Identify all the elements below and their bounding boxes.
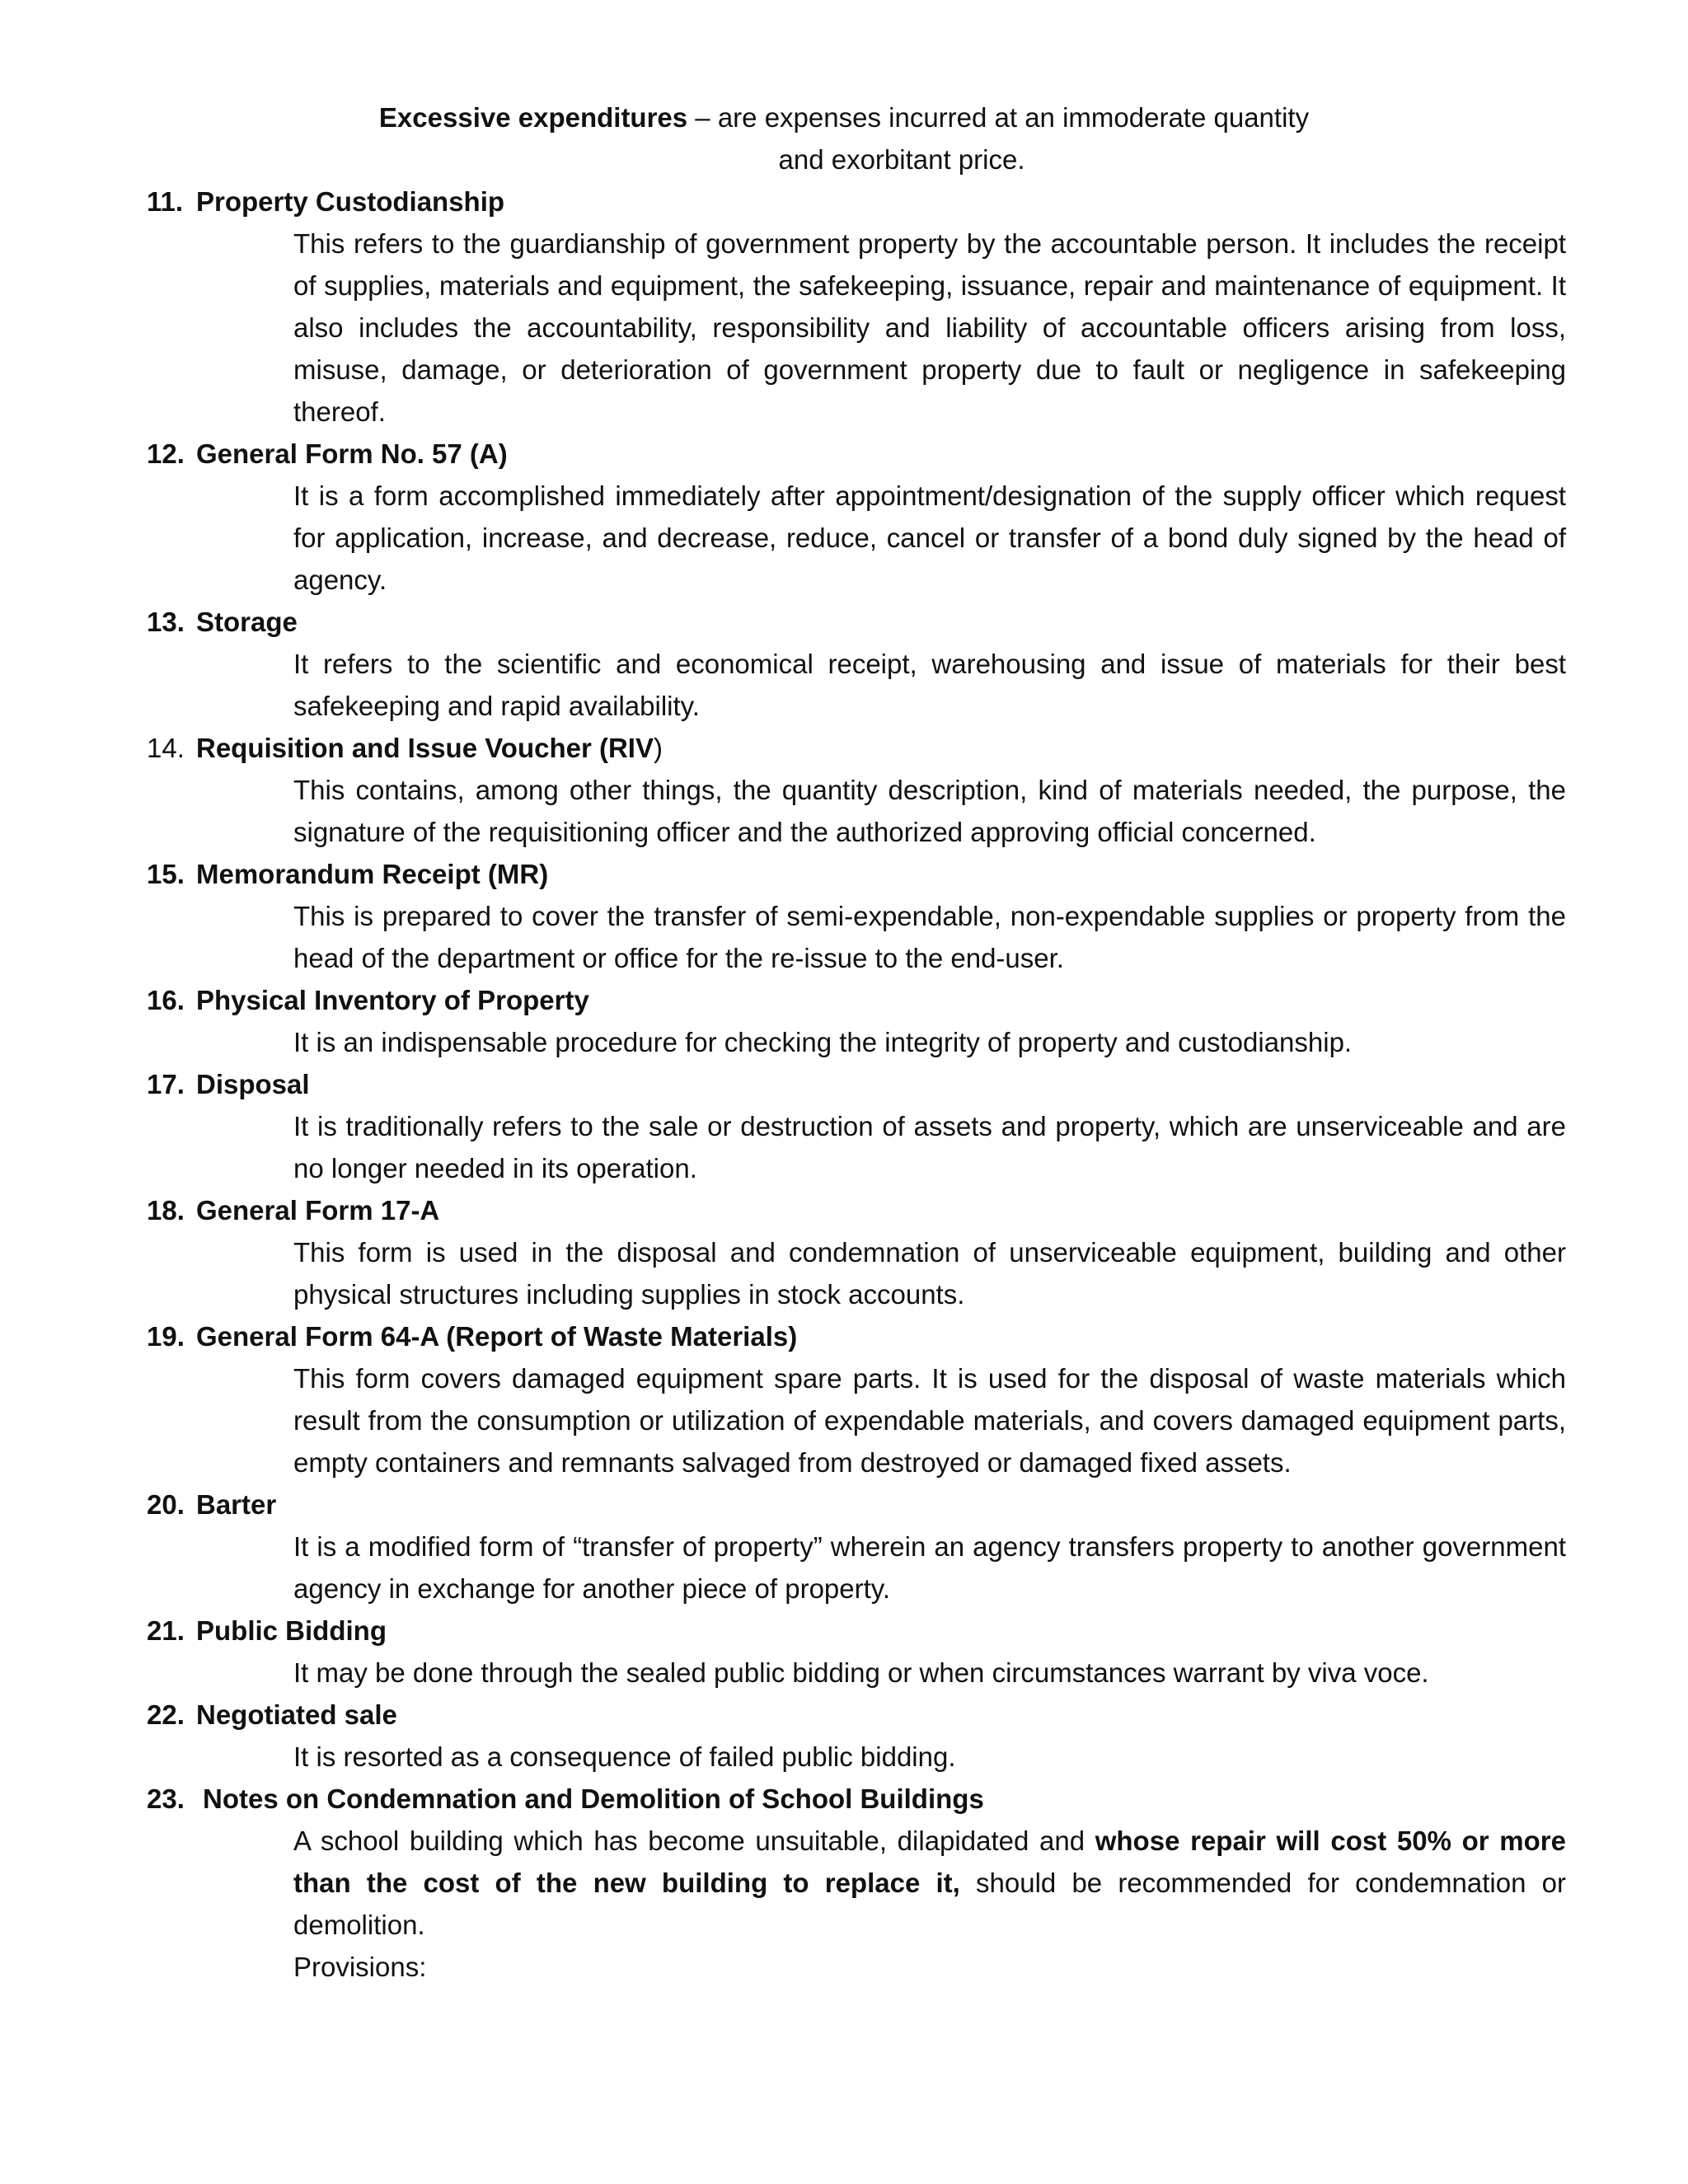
item-number: 23. [147, 1783, 185, 1814]
item-number: 15. [147, 859, 185, 889]
list-item-19 [0, 1315, 1688, 1483]
intro-term: Excessive expenditures [378, 102, 688, 133]
item-description-lead: A school building which has become unsuitable, dilapidated and [293, 1825, 1095, 1856]
item-description [293, 1820, 1566, 1988]
item-title: Barter [196, 1489, 277, 1520]
item-title-text: Requisition and Issue Voucher (RIV [196, 733, 654, 763]
item-description-emphasis: whose repair will cost 50% or more than the cost of the new building to replace it, [293, 1825, 1566, 1898]
list-item-18 [0, 1189, 1688, 1315]
list-item-15 [0, 853, 1688, 979]
item-title: Physical Inventory of Property [196, 985, 589, 1015]
item-title: Memorandum Receipt (MR) [196, 859, 549, 889]
definition-list [0, 180, 1688, 1988]
item-number: 20. [147, 1489, 185, 1520]
list-item-17 [0, 1063, 1688, 1189]
item-title: General Form No. 57 (A) [196, 438, 508, 469]
item-number: 13. [147, 607, 185, 637]
list-item-23 [0, 1778, 1688, 1988]
item-title: General Form 64-A (Report of Waste Materials) [196, 1321, 798, 1352]
list-item-14 [0, 727, 1688, 853]
item-number: 21. [147, 1615, 185, 1646]
item-description: This is prepared to cover the transfer of semi-expendable, non-expendable supplies or property from the head of the department or office for the re-issue to the end-user. [293, 901, 1566, 973]
item-title-end: ) [653, 733, 663, 763]
provisions-label: Provisions: [293, 1952, 427, 1982]
item-title: Notes on Condemnation and Demolition of School Buildings [203, 1783, 984, 1814]
item-description: It is an indispensable procedure for checking the integrity of property and custodianship. [293, 1027, 1353, 1057]
intro-definition [0, 96, 1688, 180]
list-item-13 [0, 601, 1688, 727]
item-description: It is resorted as a consequence of failed public bidding. [293, 1741, 956, 1772]
item-number: 17. [147, 1069, 185, 1099]
item-title: Disposal [196, 1069, 310, 1099]
list-item-12 [0, 433, 1688, 601]
item-number: 12. [147, 438, 185, 469]
item-title: Property Custodianship [196, 186, 505, 217]
intro-definition-line2: and exorbitant price. [778, 144, 1025, 175]
item-number: 22. [147, 1699, 185, 1730]
item-description: It is a form accomplished immediately after appointment/designation of the supply officer which request for application, increase, and decrease, reduce, cancel or transfer of a bond duly signed by the head of agency. [293, 480, 1566, 595]
list-item-11 [0, 180, 1688, 433]
item-number: 16. [147, 985, 185, 1015]
list-item-21 [0, 1610, 1688, 1694]
item-title: Storage [196, 607, 298, 637]
item-number: 11. [147, 186, 184, 217]
item-number: 18. [147, 1195, 185, 1226]
intro-definition-line1: – are expenses incurred at an immoderate quantity [687, 102, 1310, 133]
item-description: It refers to the scientific and economical receipt, warehousing and issue of materials for their best safekeeping and rapid availability. [293, 649, 1566, 721]
item-description: This form is used in the disposal and condemnation of unserviceable equipment, building and other physical structures including supplies in stock accounts. [293, 1237, 1566, 1310]
list-item-20 [0, 1483, 1688, 1610]
item-number: 19. [147, 1321, 185, 1352]
item-number: 14. [147, 733, 185, 763]
list-item-16 [0, 979, 1688, 1063]
item-description: This contains, among other things, the quantity description, kind of materials needed, the purpose, the signature of the requisitioning officer and the authorized approving official concerned. [293, 775, 1566, 847]
item-description: It may be done through the sealed public bidding or when circumstances warrant by viva voce. [293, 1657, 1429, 1688]
item-description: This form covers damaged equipment spare parts. It is used for the disposal of waste materials which result from the consumption or utilization of expendable materials, and covers damaged equipment parts, empty containers and remnants salvaged from destroyed or damaged fixed assets. [293, 1363, 1566, 1478]
item-description: It is traditionally refers to the sale or destruction of assets and property, which are unserviceable and are no longer needed in its operation. [293, 1111, 1566, 1183]
item-description: This refers to the guardianship of government property by the accountable person. It includes the receipt of supplies, materials and equipment, the safekeeping, issuance, repair and maintenance of equipment. It also includes the accountability, responsibility and liability of accountable officers arising from loss, misuse, damage, or deterioration of government property due to fault or negligence in safekeeping thereof. [293, 228, 1566, 427]
list-item-22 [0, 1694, 1688, 1778]
item-description: It is a modified form of “transfer of property” wherein an agency transfers property to another government agency in exchange for another piece of property. [293, 1531, 1566, 1604]
item-description-tail: should be recommended for condemnation or demolition. [293, 1868, 1566, 1940]
item-title: Negotiated sale [196, 1699, 397, 1730]
item-title: Public Bidding [196, 1615, 387, 1646]
item-title [196, 727, 663, 769]
item-title: General Form 17-A [196, 1195, 440, 1226]
